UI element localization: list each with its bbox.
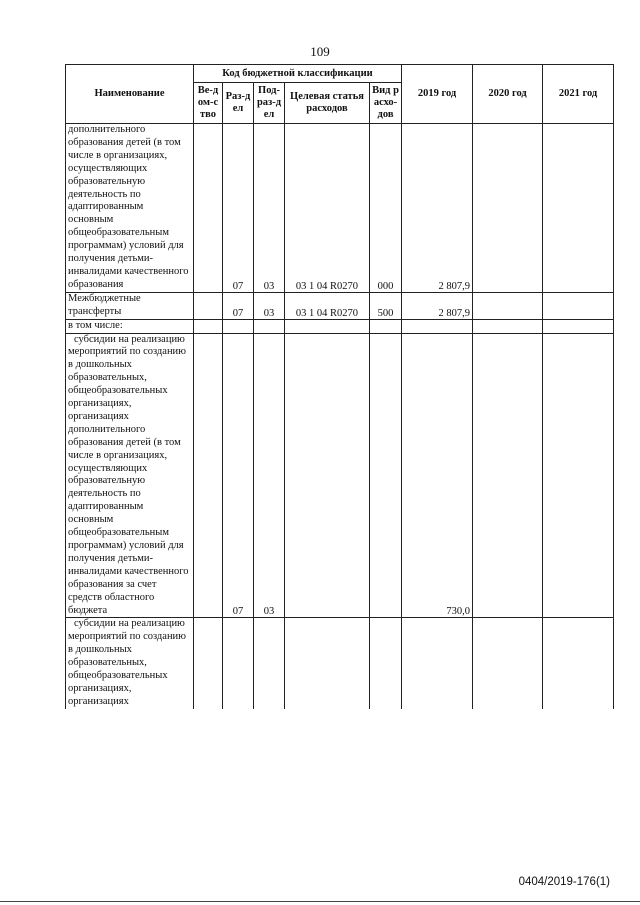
row-podrazdel <box>254 618 285 709</box>
header-2020: 2020 год <box>473 65 543 124</box>
header-code-group: Код бюджетной классификации <box>194 65 402 83</box>
row-name: дополнительного образования детей (в том числе в организациях, осуществляющих образовательную деятельность по адаптированным основным общеобразовательным программам) условий для получения детьми-инвалидами качественного образования <box>66 124 194 293</box>
row-vedomstvo <box>194 333 223 618</box>
row-podrazdel: 03 <box>254 292 285 319</box>
header-podrazdel: Под-раз-дел <box>254 83 285 124</box>
row-2021 <box>543 124 614 293</box>
row-razdel: 07 <box>223 124 254 293</box>
row-vid: 000 <box>370 124 402 293</box>
row-2020 <box>473 618 543 709</box>
header-razdel: Раз-дел <box>223 83 254 124</box>
row-vedomstvo <box>194 292 223 319</box>
row-vedomstvo <box>194 319 223 333</box>
row-name: субсидии на реализацию мероприятий по созданию в дошкольных образовательных, общеобразовательных организациях, организациях <box>66 618 194 709</box>
row-razdel <box>223 618 254 709</box>
row-2019: 730,0 <box>402 333 473 618</box>
header-2019: 2019 год <box>402 65 473 124</box>
row-vedomstvo <box>194 618 223 709</box>
budget-table <box>65 64 614 709</box>
row-vedomstvo <box>194 124 223 293</box>
row-name: субсидии на реализацию мероприятий по созданию в дошкольных образовательных, общеобразовательных организациях, организациях дополнительного образования детей (в том числе в организациях, осуществляющих образовательную деятельность по адаптированным основным общеобразовательным программам) условий для получения детьми-инвалидами качественного образования за счет средств областного бюджета <box>66 333 194 618</box>
row-2019: 2 807,9 <box>402 124 473 293</box>
row-tselevaya <box>285 319 370 333</box>
table-row <box>66 319 614 333</box>
row-vid <box>370 333 402 618</box>
row-name: Межбюджетные трансферты <box>66 292 194 319</box>
row-tselevaya: 03 1 04 R0270 <box>285 124 370 293</box>
table-row <box>66 124 614 293</box>
row-2020 <box>473 292 543 319</box>
table-row <box>66 292 614 319</box>
row-razdel: 07 <box>223 292 254 319</box>
table-row <box>66 333 614 618</box>
row-2021 <box>543 333 614 618</box>
row-razdel: 07 <box>223 333 254 618</box>
header-name: Наименование <box>66 65 194 124</box>
row-name: в том числе: <box>66 319 194 333</box>
header-vid: Вид расхо-дов <box>370 83 402 124</box>
page-number: 109 <box>310 44 330 59</box>
row-2020 <box>473 319 543 333</box>
header-vedomstvo: Ве-дом-ство <box>194 83 223 124</box>
row-2019 <box>402 618 473 709</box>
row-vid: 500 <box>370 292 402 319</box>
row-2021 <box>543 319 614 333</box>
row-2021 <box>543 618 614 709</box>
row-2019: 2 807,9 <box>402 292 473 319</box>
row-vid <box>370 319 402 333</box>
header-tselevaya: Целевая статья расходов <box>285 83 370 124</box>
row-2020 <box>473 124 543 293</box>
row-tselevaya <box>285 333 370 618</box>
row-vid <box>370 618 402 709</box>
row-podrazdel <box>254 319 285 333</box>
row-razdel <box>223 319 254 333</box>
row-tselevaya: 03 1 04 R0270 <box>285 292 370 319</box>
row-tselevaya <box>285 618 370 709</box>
sheet-id: 0404/2019-176(1) <box>518 876 610 888</box>
table-row <box>66 618 614 709</box>
row-2021 <box>543 292 614 319</box>
header-2021: 2021 год <box>543 65 614 124</box>
row-2020 <box>473 333 543 618</box>
row-podrazdel: 03 <box>254 124 285 293</box>
row-podrazdel: 03 <box>254 333 285 618</box>
row-2019 <box>402 319 473 333</box>
footer-rule <box>0 901 640 902</box>
